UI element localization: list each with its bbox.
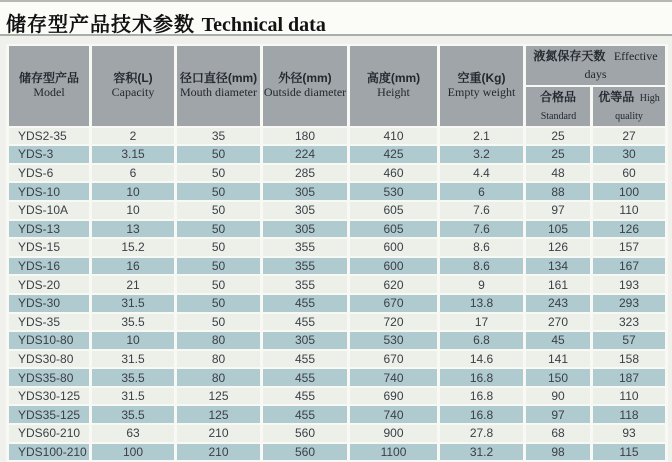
table-row	[9, 425, 665, 442]
cell-height: 900	[350, 425, 437, 442]
cell-model: YDS-16	[9, 258, 89, 275]
col-header-high-quality-en: High quality	[615, 92, 660, 123]
cell-days-high-quality: 158	[593, 351, 665, 368]
cell-days-high-quality: 110	[593, 388, 665, 405]
cell-days-standard: 150	[526, 369, 590, 386]
cell-days-standard: 98	[526, 444, 590, 461]
cell-model: YDS-10	[9, 183, 89, 200]
table-row	[9, 351, 665, 368]
cell-capacity: 10	[92, 332, 174, 349]
cell-model: YDS35-80	[9, 369, 89, 386]
cell-capacity: 63	[92, 425, 174, 442]
cell-height: 720	[350, 314, 437, 331]
table-row	[9, 276, 665, 293]
cell-days-standard: 126	[526, 239, 590, 256]
cell-outside-diameter: 455	[263, 406, 347, 423]
cell-days-standard: 25	[526, 128, 590, 145]
page-title	[6, 8, 672, 37]
cell-mouth-diameter: 210	[177, 444, 260, 461]
cell-model: YDS-30	[9, 295, 89, 312]
cell-height: 1100	[350, 444, 437, 461]
cell-capacity: 6	[92, 165, 174, 182]
cell-empty-weight: 2.1	[440, 128, 523, 145]
cell-height: 605	[350, 221, 437, 238]
cell-model: YDS-35	[9, 314, 89, 331]
cell-empty-weight: 7.6	[440, 202, 523, 219]
cell-height: 600	[350, 258, 437, 275]
cell-model: YDS-15	[9, 239, 89, 256]
cell-outside-diameter: 305	[263, 221, 347, 238]
cell-empty-weight: 6.8	[440, 332, 523, 349]
cell-days-high-quality: 30	[593, 146, 665, 163]
cell-height: 425	[350, 146, 437, 163]
col-header-model	[9, 46, 89, 126]
cell-empty-weight: 16.8	[440, 406, 523, 423]
col-header-effective-days-en: Effective days	[584, 49, 658, 82]
cell-days-high-quality: 187	[593, 369, 665, 386]
table-row	[9, 146, 665, 163]
cell-height: 620	[350, 276, 437, 293]
cell-days-standard: 97	[526, 202, 590, 219]
cell-mouth-diameter: 35	[177, 128, 260, 145]
cell-empty-weight: 7.6	[440, 221, 523, 238]
cell-mouth-diameter: 50	[177, 165, 260, 182]
table-row	[9, 406, 665, 423]
cell-capacity: 100	[92, 444, 174, 461]
cell-outside-diameter: 455	[263, 295, 347, 312]
cell-days-high-quality: 293	[593, 295, 665, 312]
cell-outside-diameter: 180	[263, 128, 347, 145]
cell-height: 600	[350, 239, 437, 256]
cell-empty-weight: 4.4	[440, 165, 523, 182]
cell-capacity: 21	[92, 276, 174, 293]
table-row	[9, 239, 665, 256]
col-header-outside-diameter-zh: 外径(mm)	[278, 70, 332, 85]
table-row	[9, 183, 665, 200]
col-header-capacity	[92, 46, 174, 126]
col-header-effective-days	[526, 46, 665, 85]
cell-days-standard: 25	[526, 146, 590, 163]
col-header-standard-zh: 合格品	[539, 89, 576, 104]
cell-mouth-diameter: 125	[177, 388, 260, 405]
cell-model: YDS-10A	[9, 202, 89, 219]
col-header-height-zh: 高度(mm)	[366, 70, 421, 85]
cell-days-high-quality: 193	[593, 276, 665, 293]
cell-model: YDS60-210	[9, 425, 89, 442]
cell-outside-diameter: 285	[263, 165, 347, 182]
table-row	[9, 369, 665, 386]
cell-height: 740	[350, 406, 437, 423]
cell-days-high-quality: 157	[593, 239, 665, 256]
cell-mouth-diameter: 80	[177, 369, 260, 386]
cell-days-standard: 105	[526, 221, 590, 238]
cell-mouth-diameter: 125	[177, 406, 260, 423]
cell-days-standard: 88	[526, 183, 590, 200]
cell-capacity: 13	[92, 221, 174, 238]
cell-capacity: 3.15	[92, 146, 174, 163]
cell-outside-diameter: 224	[263, 146, 347, 163]
cell-days-standard: 48	[526, 165, 590, 182]
cell-model: YDS100-210	[9, 444, 89, 461]
cell-empty-weight: 3.2	[440, 146, 523, 163]
col-header-standard	[526, 87, 590, 126]
cell-days-high-quality: 100	[593, 183, 665, 200]
cell-capacity: 2	[92, 128, 174, 145]
cell-empty-weight: 6	[440, 183, 523, 200]
cell-empty-weight: 8.6	[440, 239, 523, 256]
col-header-capacity-zh: 容积(L)	[113, 70, 153, 85]
cell-days-standard: 45	[526, 332, 590, 349]
cell-mouth-diameter: 50	[177, 183, 260, 200]
col-header-mouth-diameter-zh: 径口直径(mm)	[179, 70, 258, 85]
table-row	[9, 388, 665, 405]
cell-height: 410	[350, 128, 437, 145]
col-header-empty-weight-zh: 空重(Kg)	[457, 70, 506, 85]
col-header-capacity-en: Capacity	[111, 84, 155, 99]
cell-capacity: 31.5	[92, 351, 174, 368]
cell-days-high-quality: 126	[593, 221, 665, 238]
cell-model: YDS-6	[9, 165, 89, 182]
col-header-model-en: Model	[33, 84, 65, 99]
cell-outside-diameter: 560	[263, 425, 347, 442]
cell-days-standard: 270	[526, 314, 590, 331]
col-header-high-quality	[593, 87, 665, 126]
cell-empty-weight: 17	[440, 314, 523, 331]
cell-days-standard: 161	[526, 276, 590, 293]
cell-outside-diameter: 355	[263, 276, 347, 293]
col-header-empty-weight-en: Empty weight	[447, 84, 516, 99]
cell-outside-diameter: 455	[263, 369, 347, 386]
cell-capacity: 31.5	[92, 295, 174, 312]
cell-height: 530	[350, 183, 437, 200]
cell-empty-weight: 27.8	[440, 425, 523, 442]
cell-outside-diameter: 305	[263, 202, 347, 219]
technical-data-table	[6, 44, 668, 462]
table-row	[9, 165, 665, 182]
table-row	[9, 332, 665, 349]
col-header-model-zh: 储存型产品	[18, 70, 79, 85]
cell-mouth-diameter: 50	[177, 295, 260, 312]
cell-outside-diameter: 455	[263, 314, 347, 331]
cell-model: YDS35-125	[9, 406, 89, 423]
cell-mouth-diameter: 50	[177, 314, 260, 331]
cell-height: 670	[350, 295, 437, 312]
cell-outside-diameter: 305	[263, 183, 347, 200]
col-header-empty-weight	[440, 46, 523, 126]
cell-height: 460	[350, 165, 437, 182]
cell-empty-weight: 13.8	[440, 295, 523, 312]
cell-capacity: 35.5	[92, 369, 174, 386]
cell-height: 530	[350, 332, 437, 349]
cell-empty-weight: 9	[440, 276, 523, 293]
cell-mouth-diameter: 50	[177, 202, 260, 219]
col-header-height-en: Height	[377, 84, 410, 99]
cell-capacity: 35.5	[92, 406, 174, 423]
cell-empty-weight: 16.8	[440, 369, 523, 386]
col-header-effective-days-zh: 液氮保存天数	[533, 49, 606, 63]
cell-days-standard: 90	[526, 388, 590, 405]
col-header-high-quality-zh: 优等品	[598, 89, 635, 104]
cell-mouth-diameter: 80	[177, 351, 260, 368]
cell-mouth-diameter: 50	[177, 221, 260, 238]
technical-data-table-wrap	[0, 36, 672, 462]
cell-days-standard: 134	[526, 258, 590, 275]
cell-capacity: 10	[92, 202, 174, 219]
cell-capacity: 10	[92, 183, 174, 200]
title-band	[0, 2, 672, 36]
cell-height: 670	[350, 351, 437, 368]
table-row	[9, 221, 665, 238]
table-row	[9, 444, 665, 461]
cell-capacity: 31.5	[92, 388, 174, 405]
cell-empty-weight: 14.6	[440, 351, 523, 368]
cell-model: YDS30-80	[9, 351, 89, 368]
table-row	[9, 314, 665, 331]
table-row	[9, 202, 665, 219]
cell-outside-diameter: 305	[263, 332, 347, 349]
cell-mouth-diameter: 50	[177, 239, 260, 256]
cell-model: YDS30-125	[9, 388, 89, 405]
cell-days-standard: 68	[526, 425, 590, 442]
cell-empty-weight: 16.8	[440, 388, 523, 405]
page-title-zh: 储存型产品技术参数	[6, 14, 195, 36]
cell-outside-diameter: 455	[263, 351, 347, 368]
cell-days-high-quality: 115	[593, 444, 665, 461]
cell-days-high-quality: 27	[593, 128, 665, 145]
cell-empty-weight: 8.6	[440, 258, 523, 275]
col-header-mouth-diameter-en: Mouth diameter	[180, 84, 257, 99]
table-row	[9, 128, 665, 145]
cell-model: YDS-20	[9, 276, 89, 293]
cell-days-high-quality: 167	[593, 258, 665, 275]
cell-mouth-diameter: 80	[177, 332, 260, 349]
cell-capacity: 15.2	[92, 239, 174, 256]
cell-days-high-quality: 323	[593, 314, 665, 331]
table-row	[9, 258, 665, 275]
cell-days-standard: 141	[526, 351, 590, 368]
cell-mouth-diameter: 50	[177, 258, 260, 275]
cell-model: YDS10-80	[9, 332, 89, 349]
cell-days-high-quality: 118	[593, 406, 665, 423]
table-header	[9, 46, 665, 126]
cell-days-standard: 97	[526, 406, 590, 423]
col-header-mouth-diameter	[177, 46, 260, 126]
col-header-standard-en: Standard	[540, 111, 577, 123]
cell-days-high-quality: 60	[593, 165, 665, 182]
cell-height: 740	[350, 369, 437, 386]
cell-outside-diameter: 355	[263, 258, 347, 275]
cell-capacity: 35.5	[92, 314, 174, 331]
cell-capacity: 16	[92, 258, 174, 275]
cell-days-high-quality: 57	[593, 332, 665, 349]
cell-days-high-quality: 110	[593, 202, 665, 219]
cell-height: 605	[350, 202, 437, 219]
col-header-outside-diameter	[263, 46, 347, 126]
cell-mouth-diameter: 210	[177, 425, 260, 442]
cell-height: 690	[350, 388, 437, 405]
page-title-en: Technical data	[201, 14, 326, 36]
cell-mouth-diameter: 50	[177, 276, 260, 293]
cell-days-standard: 243	[526, 295, 590, 312]
col-header-outside-diameter-en: Outside diameter	[263, 84, 347, 99]
cell-days-high-quality: 93	[593, 425, 665, 442]
table-body	[9, 128, 665, 461]
col-header-height	[350, 46, 437, 126]
table-row	[9, 295, 665, 312]
cell-outside-diameter: 560	[263, 444, 347, 461]
cell-model: YDS-3	[9, 146, 89, 163]
cell-outside-diameter: 355	[263, 239, 347, 256]
cell-empty-weight: 31.2	[440, 444, 523, 461]
cell-outside-diameter: 455	[263, 388, 347, 405]
cell-model: YDS-13	[9, 221, 89, 238]
cell-mouth-diameter: 50	[177, 146, 260, 163]
cell-model: YDS2-35	[9, 128, 89, 145]
